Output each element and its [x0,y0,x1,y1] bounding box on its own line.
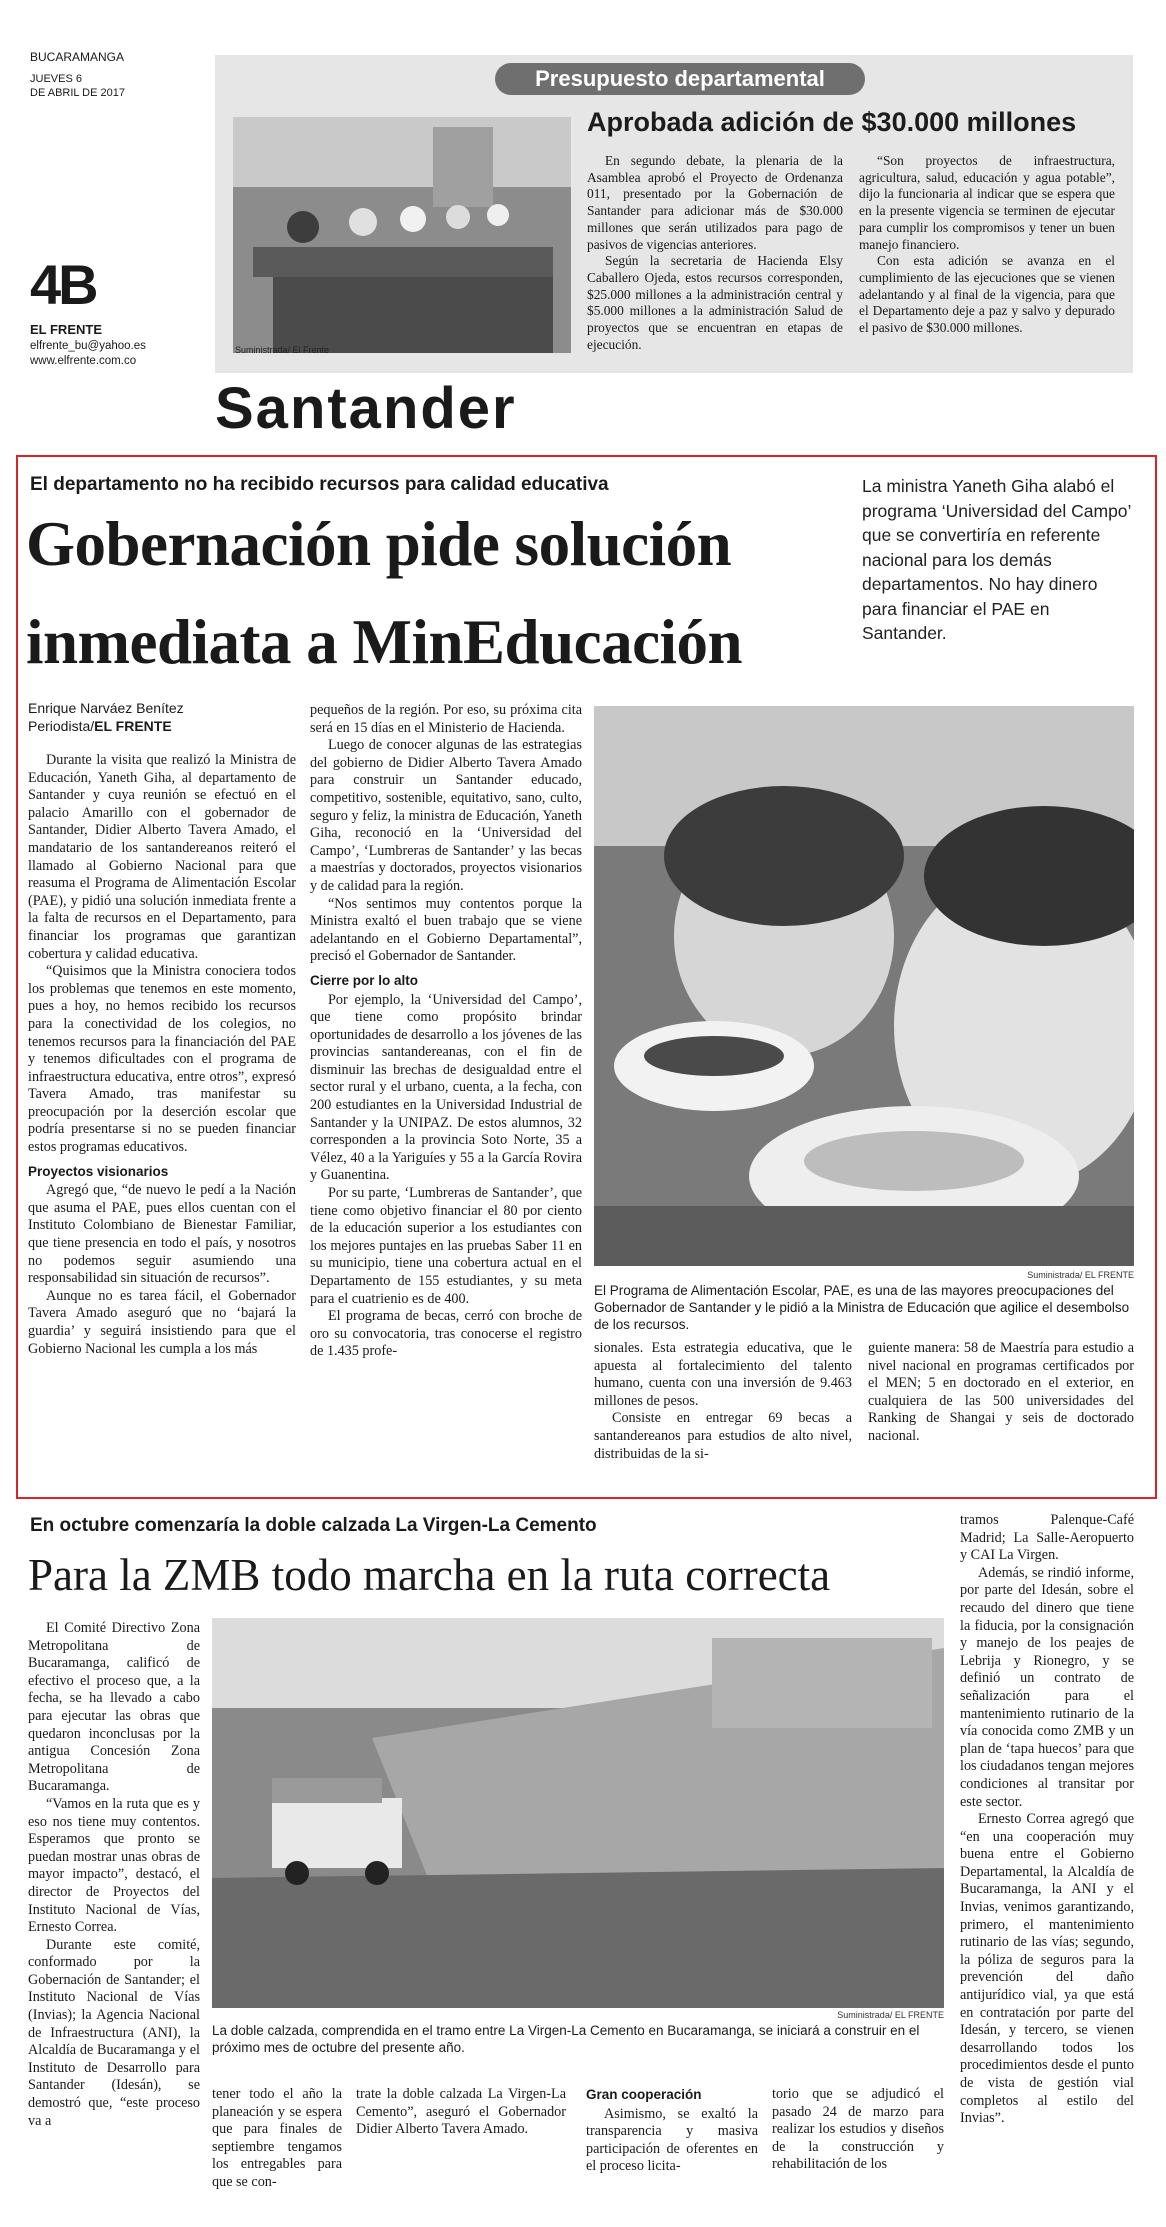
paragraph: Ernesto Correa agregó que “en una cooperación muy buena entre el Gobierno Departamental, la Alcaldía de Bucaramanga, la ANI y el Invias, venimos garantizando, primero, el mantenimiento rutinario de las vías; segundo, la póliza de seguros para la prevención del daño antijurídico vial, ya que está en contratación por parte del Idesán, y tercero, se vienen desarrollando todos los procedimientos desde el punto de vista de gestión vial completos al estilo del Invias”. [960,1811,1134,2127]
paragraph: Por su parte, ‘Lumbreras de Santander’, que tiene como objetivo financiar el 80 por ciento de la educación superior a los estudiantes con los mejores puntajes en las pruebas Saber 11 en su municipio, tiene una cobertura actual en el Departamento de 155 estudiantes, y su meta para el cuatrienio es de 400. [310,1185,582,1307]
subhead-cierre: Cierre por lo alto [310,972,419,988]
date-line-2: DE ABRIL DE 2017 [30,87,125,99]
zmb-headline: Para la ZMB todo marcha en la ruta correcta [28,1550,831,1600]
main-headline-2: inmediata a MinEducación [26,607,743,677]
city-label: BUCARAMANGA [30,50,125,64]
paragraph: Durante este comité, conformado por la Gobernación de Santander; el Instituto Nacional de Vías (Invias); la Agencia Nacional de Infraestructura (ANI), la Alcaldía de Bucaramanga y el Instituto de Desarrollo para Santander (Idesán), se demostró que, “este proceso va a [28,1936,200,2129]
section-title: Santander [215,376,517,441]
paragraph: “Vamos en la ruta que es y eso nos tiene muy contentos. Esperamos que pronto se puedan mostrar unas obras de mayor impacto”, destacó, el director de Proyectos del Instituto Nacional de Vías, Ernesto Correa. [28,1795,200,1936]
paragraph: “Quisimos que la Ministra conociera todos los problemas que tenemos en este momento, pues a hoy, no hemos recibido los recursos para la conectividad de los colegios, no tenemos recursos para la financiación del PAE y tenemos dificultades con el programa de infraestructura educativa, entre otros”, expresó Tavera Amado, tras manifestar su preocupación por la deserción escolar que podría presentarse si no se pueden financiar estos programas educativos. [28,963,296,1156]
paper-email: elfrente_bu@yahoo.es [30,340,146,352]
paragraph: Aunque no es tarea fácil, el Gobernador Tavera Amado aseguró que no ‘bajará la guardia’ y seguirá insistiendo para que el Gobierno Nacional les cumpla a los más [28,1287,296,1357]
paragraph: trate la doble calzada La Virgen-La Cemento”, aseguró el Gobernador Didier Alberto Tavera Amado. [356,2086,566,2138]
zmb-col-4 [586,2086,758,2176]
paragraph: Según la secretaria de Hacienda Elsy Caballero Ojeda, estos recursos corresponden, $25.000 millones a la administración central y $5.000 millones a la administración Salud de proyectos que se encuentran en etapas de ejecución. [587,253,843,352]
main-col-2 [310,702,582,1361]
road-works-photo [212,1618,944,2008]
budget-col-2 [859,153,1115,337]
paragraph: “Nos sentimos muy contentos porque la Ministra exaltó el buen trabajo que se viene adelantando en el Gobierno Departamental”, precisó el Gobernador de Santander. [310,895,582,965]
main-col-4 [868,1340,1134,1446]
main-headline-1: Gobernación pide solución [26,509,732,579]
road-photo-svg [212,1618,944,2008]
main-kicker: El departamento no ha recibido recursos para calidad educativa [30,474,609,495]
zmb-col-6 [960,1512,1134,2128]
budget-col-1 [587,153,843,353]
byline-role [28,718,172,734]
zmb-col-2 [212,2086,342,2192]
road-photo-caption: La doble calzada, comprendida en el tramo entre La Virgen-La Cemento en Bucaramanga, se iniciará a construir en el próximo mes de octubre del presente año. [212,2023,920,2055]
road-photo-credit: Suministrada/ EL FRENTE [837,2010,944,2020]
paragraph: sionales. Esta estrategia educativa, que le apuesta al fortalecimiento del talento humano, cuenta con una inversión de 9.463 millones de pesos. [594,1340,852,1409]
zmb-kicker: En octubre comenzaría la doble calzada La Virgen-La Cemento [30,1515,597,1536]
budget-box [215,55,1133,373]
paragraph: Consiste en entregar 69 becas a santandereanos para estudios de alto nivel, distribuidas de la si- [594,1410,852,1462]
paragraph: Además, se rindió informe, por parte del Idesán, sobre el recaudo del dinero que tiene la fiducia, por la consignación y manejo de los peajes de Lebrija y Rionegro, y se definió un contrato de señalización para el mantenimiento rutinario de la vía conocida como ZMB y un plan de ‘tapa huecos’ para que los ciudadanos tengan mejores condiciones al transitar por este sector. [960,1564,1134,1810]
main-summary: La ministra Yaneth Giha alabó el programa ‘Universidad del Campo’ que se convertiría en referente nacional para los demás departamentos. No hay dinero para financiar el PAE en Santander. [862,476,1131,643]
budget-tag: Presupuesto departamental [495,63,865,95]
paragraph: pequeños de la región. Por eso, su próxima cita será en 15 días en el Ministerio de Hacienda. [310,702,582,736]
children-eating-photo [594,706,1134,1266]
main-col-1 [28,752,296,1358]
paragraph: “Son proyectos de infraestructura, agricultura, salud, educación y agua potable”, dijo la funcionaria al indicar que se espera que en la presente vigencia se terminen de ejecutar para cumplir los compromisos y tener un buen manejo financiero. [859,153,1115,252]
paragraph: torio que se adjudicó el pasado 24 de marzo para realizar los estudios y diseños de la construcción y rehabilitación de los [772,2086,944,2173]
paragraph: El programa de becas, cerró con broche de oro su convocatoria, tras conocerse el registro de 1.435 profe- [310,1308,582,1360]
zmb-col-3 [356,2086,566,2139]
children-photo-caption: El Programa de Alimentación Escolar, PAE, es una de las mayores preocupaciones del Gobernador de Santander y le pidió a la Ministra de Educación que agilice el desembolso de los recursos. [594,1283,1130,1332]
paragraph: En segundo debate, la plenaria de la Asamblea aprobó el Proyecto de Ordenanza 011, presentado por la Gobernación de Santander para adicionar más de $30.000 millones que serán utilizados para pago de pasivos de vigencias anteriores. [587,153,843,252]
paragraph: Luego de conocer algunas de las estrategias del gobierno de Didier Alberto Tavera Amado para construir un Santander educado, competitivo, sostenible, equitativo, sano, culto, seguro y feliz, la ministra de Educación, Yaneth Giha, reconoció en la ‘Universidad del Campo’, ‘Lumbreras de Santander’ y las becas a maestrías y doctorados, proyectos visionarios y de calidad para la región. [310,737,582,894]
page-number: 4B [30,253,96,316]
byline-role-text: Periodista/ [28,718,95,734]
assembly-photo-svg [233,117,571,353]
main-col-3 [594,1340,852,1463]
paper-name: EL FRENTE [30,322,102,337]
byline-name: Enrique Narváez Benítez [28,700,184,716]
paragraph: tener todo el año la planeación y se espera que para finales de septiembre tengamos los entregables para que se con- [212,2086,342,2190]
paragraph: Agregó que, “de nuevo le pedí a la Nación que asuma el PAE, pues ellos cuentan con el Instituto Colombiano de Bienestar Familiar, que tiene presencia en todo el país, y nosotros no podemos seguir asumiendo una responsabilidad sin situación de recursos”. [28,1182,296,1287]
paragraph: Durante la visita que realizó la Ministra de Educación, Yaneth Giha, al departamento de Santander y cuya reunión se efectuó en el palacio Amarillo con el gobernador de Santander, Didier Alberto Tavera Amado, el mandatario de los santandereanos reiteró el llamado al Gobierno Nacional para que reasuma el Programa de Alimentación Escolar (PAE), y pidió una solución inmediata frente a la falta de recursos en el Departamento, para financiar los programas que garantizan cobertura y calidad educativa. [28,752,296,962]
subhead-cooperacion: Gran cooperación [586,2087,702,2102]
subhead-visionarios: Proyectos visionarios [28,1163,169,1179]
budget-headline: Aprobada adición de $30.000 millones [587,107,1077,137]
assembly-photo [233,117,571,353]
paragraph: Con esta adición se avanza en el cumplimiento de las ejecuciones que se vienen adelantando y al final de la vigencia, para que el Departamento deje a paz y salvo y depurado el pasivo de $30.000 millones. [859,253,1115,336]
zmb-col-1 [28,1620,200,2130]
paragraph: Asimismo, se exaltó la transparencia y masiva participación de oferentes en el proceso licita- [586,2105,758,2175]
paragraph: tramos Palenque-Café Madrid; La Salle-Aeropuerto y CAI La Virgen. [960,1512,1134,1564]
children-photo-svg [594,706,1134,1266]
paragraph: guiente manera: 58 de Maestría para estudio a nivel nacional en programas certificados por el MEN; 5 en doctorado en el exterior, en cualquiera de las 500 universidades del Ranking de Shangai y seis de doctorado nacional. [868,1340,1134,1444]
paragraph: Por ejemplo, la ‘Universidad del Campo’, que tiene como propósito brindar oportunidades de desarrollo a los jóvenes de las provincias santandereanas, con el fin de disminuir las brechas de desigualdad entre el sector rural y el urbano, cuenta, a la fecha, con 200 estudiantes en la Universidad Industrial de Santander y la UNIPAZ. De estos alumnos, 32 corresponden a la provincia Soto Norte, 35 a Vélez, 40 a la Yariguíes y 55 a la García Rovira y Guanentina. [310,991,582,1184]
paragraph: El Comité Directivo Zona Metropolitana de Bucaramanga, calificó de efectivo el proceso que, a la fecha, se ha llevado a cabo para ejecutar las obras que quedaron inconclusas por la antigua Concesión Zona Metropolitana de Bucaramanga. [28,1620,200,1795]
zmb-col-5 [772,2086,944,2174]
children-photo-credit: Suministrada/ EL FRENTE [1027,1270,1134,1280]
date-line-1: JUEVES 6 [30,73,82,85]
paper-web: www.elfrente.com.co [30,355,137,367]
byline-paper: EL FRENTE [94,718,172,734]
budget-photo-credit: Suministrada/ El Frente [235,345,330,355]
